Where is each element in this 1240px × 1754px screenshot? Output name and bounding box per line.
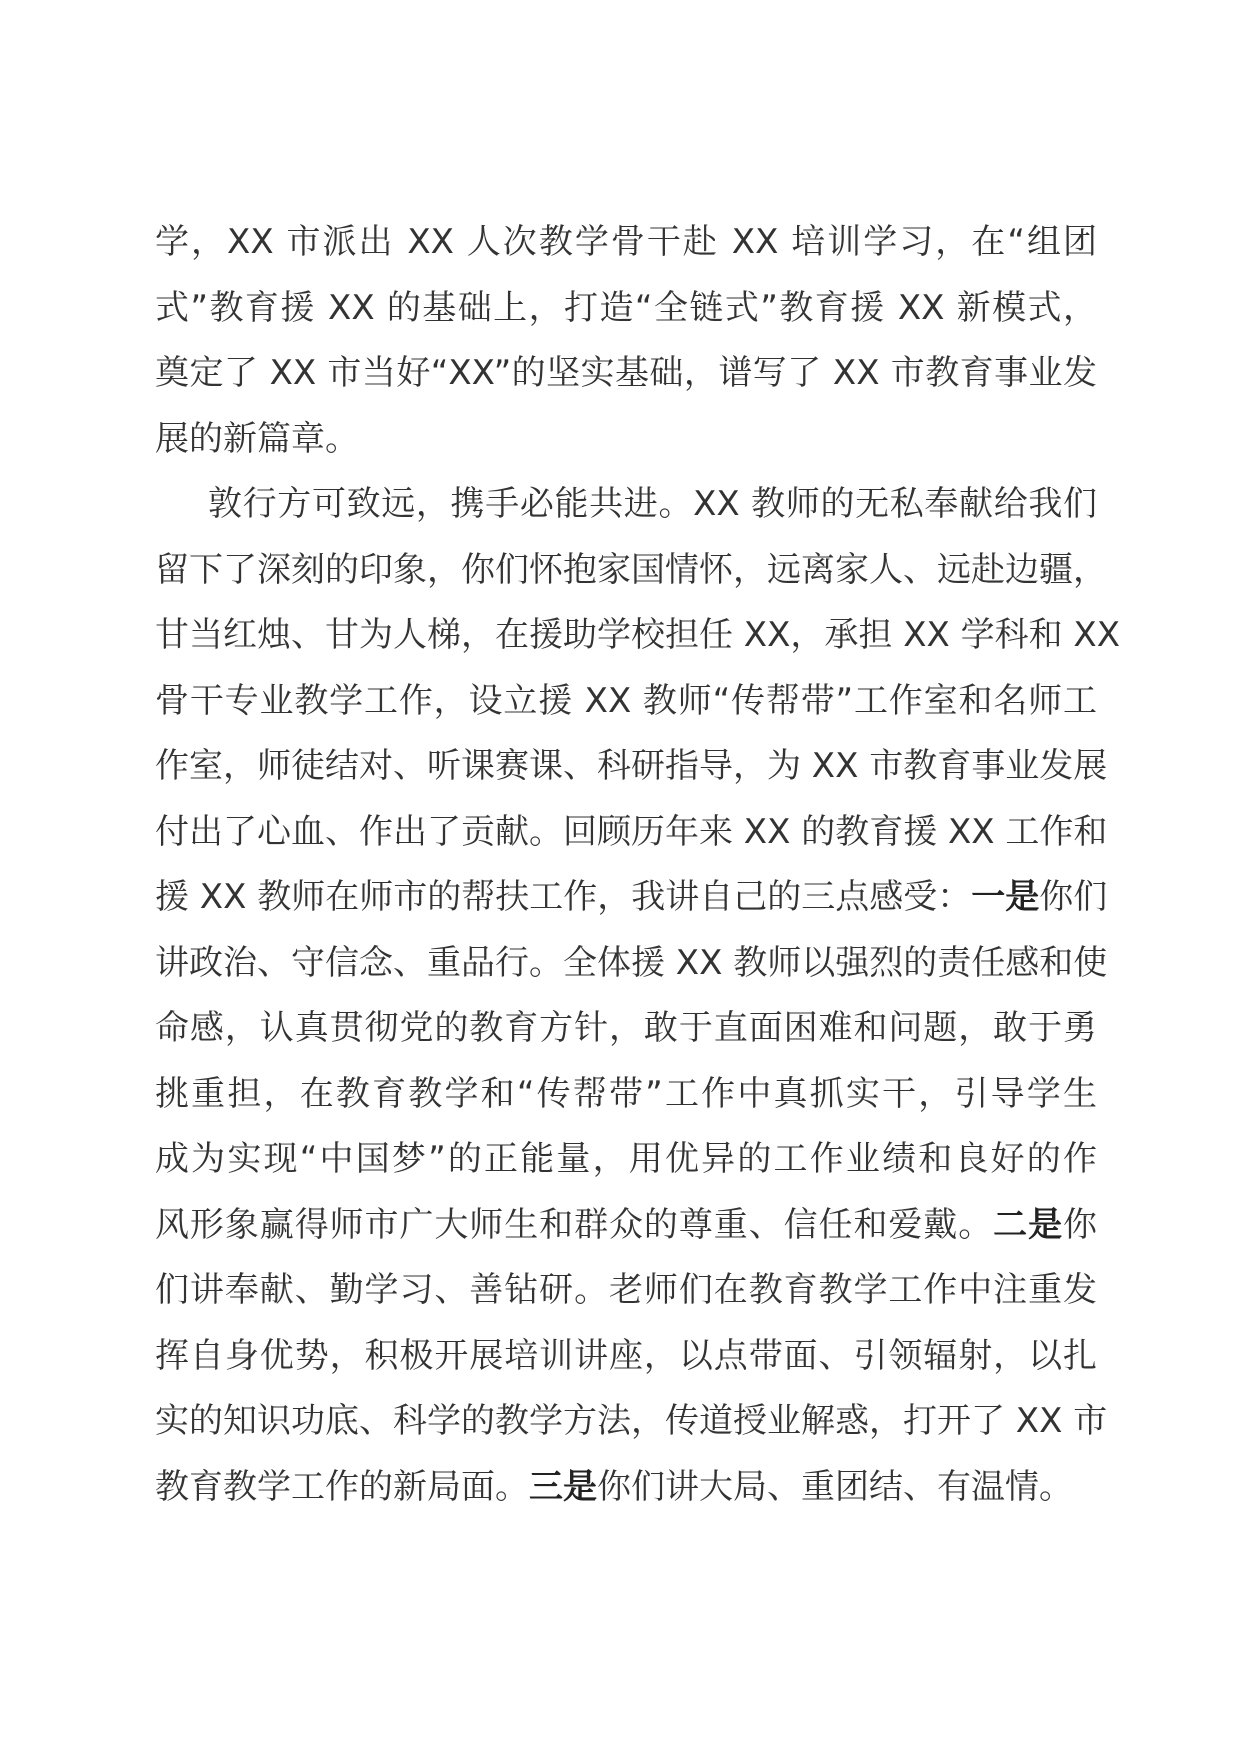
text-segment: 作室，师徒结对、听课赛课、科研指导，为 XX 市教育事业发展 [155,746,1108,786]
text-line [155,1389,1108,1455]
text-line [155,865,1108,931]
text-line [155,603,1120,669]
text-segment: 你们 [1039,877,1108,917]
text-segment: 讲政治、守信念、重品行。全体援 XX 教师以强烈的责任感和使 [155,942,1108,983]
text-segment: 学，XX 市派出 XX 人次教学骨干赴 XX 培训学习，在“组团 [155,222,1097,262]
text-line [155,669,1097,735]
text-segment: 风形象赢得师市广大师生和群众的尊重、信任和爱戴。 [155,1204,994,1245]
text-segment: 留下了深刻的印象，你们怀抱家国情怀，远离家人、远赴边疆， [155,549,1107,590]
text-line [155,341,1097,407]
text-line [155,1324,1097,1390]
document-body [155,210,1120,1520]
text-line [155,931,1108,997]
text-segment: 奠定了 XX 市当好“XX”的坚实基础，谱写了 XX 市教育事业发 [155,353,1097,393]
text-segment: 骨干专业教学工作，设立援 XX 教师“传帮带”工作室和名师工 [155,680,1097,721]
text-line-indented [155,472,1097,538]
text-segment: 实的知识功底、科学的教学方法，传道授业解惑，打开了 XX 市 [155,1401,1108,1441]
text-line [155,407,1097,473]
bold-keyword: 二是 [993,1204,1064,1245]
text-segment: 成为实现“中国梦”的正能量，用优异的工作业绩和良好的作 [155,1139,1097,1179]
text-segment: 付出了心血、作出了贡献。回顾历年来 XX 的教育援 XX 工作和 [155,811,1108,852]
text-line [155,276,1097,342]
text-line [155,800,1108,866]
text-segment: 你 [1063,1204,1098,1245]
text-line [155,1193,1097,1259]
text-segment: 挑重担，在教育教学和“传帮带”工作中真抓实干，引导学生 [155,1073,1097,1114]
text-segment: 们讲奉献、勤学习、善钻研。老师们在教育教学工作中注重发 [155,1270,1097,1310]
text-segment: 挥自身优势，积极开展培训讲座，以点带面、引领辐射，以扎 [155,1335,1097,1376]
text-segment: 式”教育援 XX 的基础上，打造“全链式”教育援 XX 新模式， [155,287,1097,328]
text-line [155,210,1097,276]
text-segment: 展的新篇章。 [155,418,359,459]
text-line [155,734,1108,800]
text-line [155,996,1097,1062]
text-segment: 甘当红烛、甘为人梯，在援助学校担任 XX，承担 XX 学科和 XX [155,615,1120,655]
text-segment: 援 XX 教师在师市的帮扶工作，我讲自己的三点感受： [155,877,972,917]
text-line [155,1455,1097,1521]
text-line [155,1062,1097,1128]
bold-keyword: 三是 [529,1466,597,1507]
text-line [155,1258,1097,1324]
text-line [155,1127,1097,1193]
text-segment: 你们讲大局、重团结、有温情。 [597,1466,1073,1507]
text-line [155,538,1107,604]
text-segment: 教育教学工作的新局面。 [155,1466,529,1507]
bold-keyword: 一是 [971,877,1040,917]
text-segment: 敦行方可致远，携手必能共进。XX 教师的无私奉献给我们 [208,484,1097,524]
text-segment: 命感，认真贯彻党的教育方针，敢于直面困难和问题，敢于勇 [155,1008,1097,1048]
